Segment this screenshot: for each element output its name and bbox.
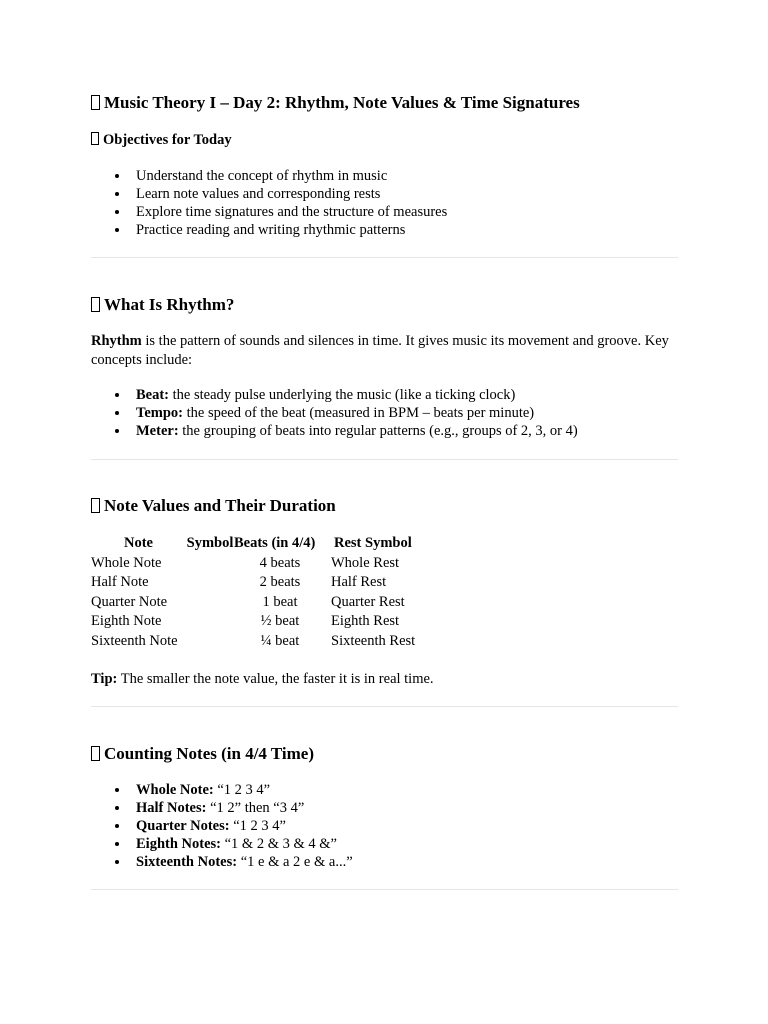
concept-text: the steady pulse underlying the music (like a ticking clock) (169, 387, 516, 403)
note-cell: Eighth Note (91, 613, 162, 630)
counting-text: “1 2 3 4” (229, 818, 286, 834)
missing-glyph-icon (91, 746, 100, 761)
objectives-list (91, 167, 447, 239)
page-title (91, 93, 580, 113)
list-item (91, 386, 578, 404)
beats-cell: ½ beat (260, 613, 300, 630)
rest-cell: Eighth Rest (331, 613, 400, 630)
list-item: Understand the concept of rhythm in music (91, 167, 447, 185)
tip-paragraph (91, 670, 678, 689)
table-row (91, 593, 429, 613)
section-divider (91, 889, 678, 890)
table-row (91, 632, 429, 652)
note-values-heading-text: Note Values and Their Duration (104, 496, 336, 515)
missing-glyph-icon (91, 297, 100, 312)
column-header: Beats (in 4/4) (234, 535, 316, 551)
counting-list (91, 781, 353, 871)
list-item: Learn note values and corresponding rests (91, 185, 447, 203)
concept-term: Tempo: (136, 405, 183, 421)
note-values-table (91, 534, 429, 652)
counting-text: “1 2” then “3 4” (206, 800, 305, 816)
concept-term: Beat: (136, 387, 170, 403)
rhythm-heading (91, 295, 234, 315)
counting-term: Sixteenth Notes: (136, 854, 238, 870)
table-row (91, 554, 429, 574)
list-item: Practice reading and writing rhythmic patterns (91, 221, 447, 239)
objectives-heading (91, 132, 232, 149)
counting-term: Half Notes: (136, 800, 207, 816)
table-row (91, 573, 429, 593)
beats-cell: ¼ beat (260, 632, 300, 649)
column-header: Rest Symbol (334, 535, 412, 551)
table-header-row (91, 534, 429, 554)
list-item (91, 799, 353, 817)
rhythm-intro (91, 332, 678, 370)
symbol-cell (186, 554, 234, 574)
note-cell: Half Note (91, 574, 149, 591)
concept-text: the speed of the beat (measured in BPM – beats per minute) (183, 405, 535, 421)
counting-heading (91, 744, 314, 764)
rhythm-intro-text: is the pattern of sounds and silences in time. It gives music its movement and groove. Key concepts include: (91, 333, 669, 368)
rhythm-heading-text: What Is Rhythm? (104, 295, 235, 314)
missing-glyph-icon (91, 95, 100, 110)
note-cell: Quarter Note (91, 593, 168, 610)
list-item (91, 853, 353, 871)
rest-cell: Whole Rest (331, 554, 400, 571)
tip-text: The smaller the note value, the faster it is in real time. (117, 671, 434, 687)
page-title-text: Music Theory I – Day 2: Rhythm, Note Values & Time Signatures (104, 93, 580, 112)
rhythm-term: Rhythm (91, 333, 142, 349)
beats-cell: 4 beats (259, 554, 301, 571)
column-header: Note (124, 535, 153, 551)
list-item (91, 817, 353, 835)
list-item (91, 404, 578, 422)
note-cell: Sixteenth Note (91, 632, 178, 649)
section-divider (91, 459, 678, 460)
rhythm-concepts-list (91, 386, 578, 440)
list-item (91, 422, 578, 440)
list-item: Explore time signatures and the structure of measures (91, 203, 447, 221)
concept-text: the grouping of beats into regular patterns (e.g., groups of 2, 3, or 4) (178, 423, 578, 439)
section-divider (91, 706, 678, 707)
section-divider (91, 257, 678, 258)
note-values-heading (91, 496, 336, 516)
list-item (91, 835, 353, 853)
note-cell: Whole Note (91, 554, 162, 571)
concept-term: Meter: (136, 423, 179, 439)
rest-cell: Sixteenth Rest (331, 632, 416, 649)
symbol-cell (186, 593, 234, 613)
beats-cell: 1 beat (262, 593, 298, 610)
symbol-cell (186, 632, 234, 652)
missing-glyph-icon (91, 132, 99, 145)
symbol-cell (186, 573, 234, 593)
column-header: Symbol (186, 535, 234, 551)
list-item (91, 781, 353, 799)
rest-cell: Half Rest (331, 574, 387, 591)
table-row (91, 612, 429, 632)
rest-cell: Quarter Rest (331, 593, 405, 610)
counting-term: Eighth Notes: (136, 836, 221, 852)
symbol-cell (186, 612, 234, 632)
counting-text: “1 & 2 & 3 & 4 &” (221, 836, 337, 852)
objectives-heading-text: Objectives for Today (103, 132, 232, 148)
counting-term: Quarter Notes: (136, 818, 230, 834)
counting-text: “1 e & a 2 e & a...” (237, 854, 353, 870)
counting-heading-text: Counting Notes (in 4/4 Time) (104, 744, 315, 763)
counting-term: Whole Note: (136, 782, 214, 798)
counting-text: “1 2 3 4” (213, 782, 271, 798)
beats-cell: 2 beats (259, 574, 301, 591)
missing-glyph-icon (91, 498, 100, 513)
tip-label: Tip: (91, 671, 118, 687)
